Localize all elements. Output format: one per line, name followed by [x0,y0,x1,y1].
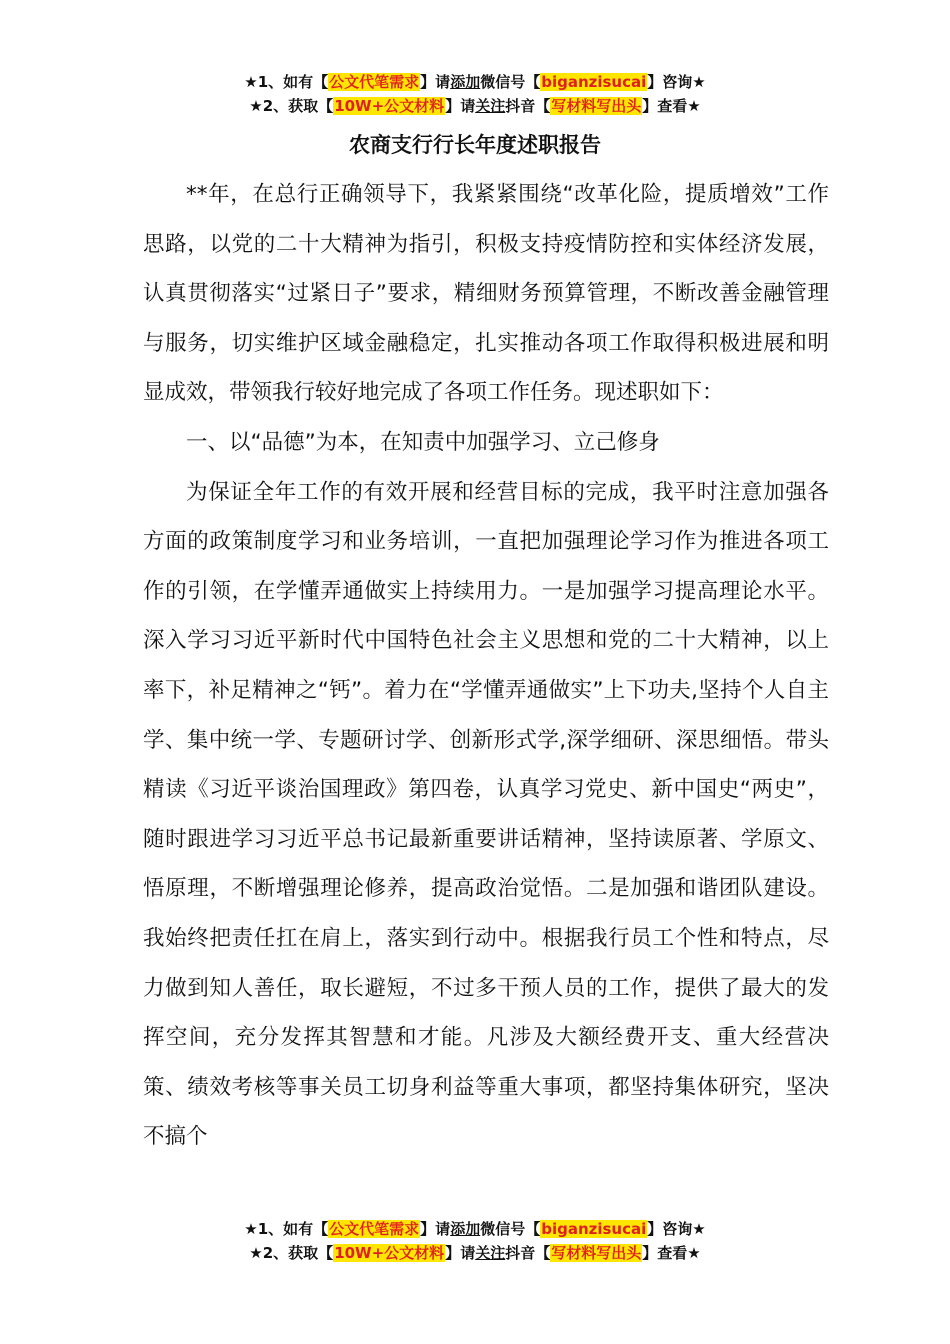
banner-text: 】查看★ [642,1244,701,1262]
banner-text: 】请 [420,1220,451,1238]
banner-emphasis: 关注 [475,1244,506,1262]
banner-text: ★1、如有【 [244,73,329,91]
banner-emphasis: 添加 [450,73,481,91]
banner-text: 微信号【 [480,1220,541,1238]
banner-text: 】查看★ [642,97,701,115]
banner-line-1 [0,70,950,94]
banner-line-2 [0,1241,950,1265]
banner-text: ★2、获取【 [249,1244,334,1262]
banner-text: 】请 [420,73,451,91]
highlight-service: 公文代笔需求 [329,1220,420,1238]
footer-banner [0,1217,950,1265]
highlight-wechat-id: biganzisucai [541,1220,647,1238]
highlight-douyin-account: 写材料写出头 [551,97,642,115]
highlight-douyin-account: 写材料写出头 [551,1244,642,1262]
banner-text: ★2、获取【 [249,97,334,115]
banner-text: 】咨询★ [647,1220,706,1238]
banner-text: 抖音【 [505,97,551,115]
highlight-wechat-id: biganzisucai [541,73,647,91]
highlight-materials: 10W+公文材料 [334,97,445,115]
paragraph-section-1: 为保证全年工作的有效开展和经营目标的完成，我平时注意加强各方面的政策制度学习和业务培训，一直把加强理论学习作为推进各项工作的引领，在学懂弄通做实上持续用力。一是加强学习提高理论水平。深入学习习近平新时代中国特色社会主义思想和党的二十大精神，以上率下，补足精神之“钙”。着力在“学懂弄通做实”上下功夫,坚持个人自主学、集中统一学、专题研讨学、创新形式学,深学细研、深思细悟。带头精读《习近平谈治国理政》第四卷，认真学习党史、新中国史“两史”，随时跟进学习习近平总书记最新重要讲话精神，坚持读原著、学原文、悟原理，不断增强理论修养，提高政治觉悟。二是加强和谐团队建设。我始终把责任扛在肩上，落实到行动中。根据我行员工个性和特点，尽力做到知人善任，取长避短，不过多干预人员的工作，提供了最大的发挥空间，充分发挥其智慧和才能。凡涉及大额经费开支、重大经营决策、绩效考核等事关员工切身利益等重大事项，都坚持集体研究，坚决不搞个 [143,479,829,1150]
highlight-service: 公文代笔需求 [329,73,420,91]
highlight-materials: 10W+公文材料 [334,1244,445,1262]
document-title: 农商支行行长年度述职报告 [349,133,601,157]
banner-text: 】咨询★ [647,73,706,91]
banner-line-1 [0,1217,950,1241]
banner-emphasis: 关注 [475,97,506,115]
banner-text: 微信号【 [480,73,541,91]
paragraph-intro: **年，在总行正确领导下，我紧紧围绕“改革化险，提质增效”工作思路，以党的二十大精神为指引，积极支持疫情防控和实体经济发展，认真贯彻落实“过紧日子”要求，精细财务预算管理，不断改善金融管理与服务，切实维护区域金融稳定，扎实推动各项工作取得积极进展和明显成效，带领我行较好地完成了各项工作任务。现述职如下： [143,182,829,406]
document-body [143,170,829,1162]
banner-text: 抖音【 [505,1244,551,1262]
banner-text: ★1、如有【 [244,1220,329,1238]
banner-text: 】请 [445,97,476,115]
banner-emphasis: 添加 [450,1220,481,1238]
header-banner [0,70,950,118]
banner-text: 】请 [445,1244,476,1262]
section-heading: 一、以“品德”为本，在知责中加强学习、立己修身 [186,429,660,455]
banner-line-2 [0,94,950,118]
